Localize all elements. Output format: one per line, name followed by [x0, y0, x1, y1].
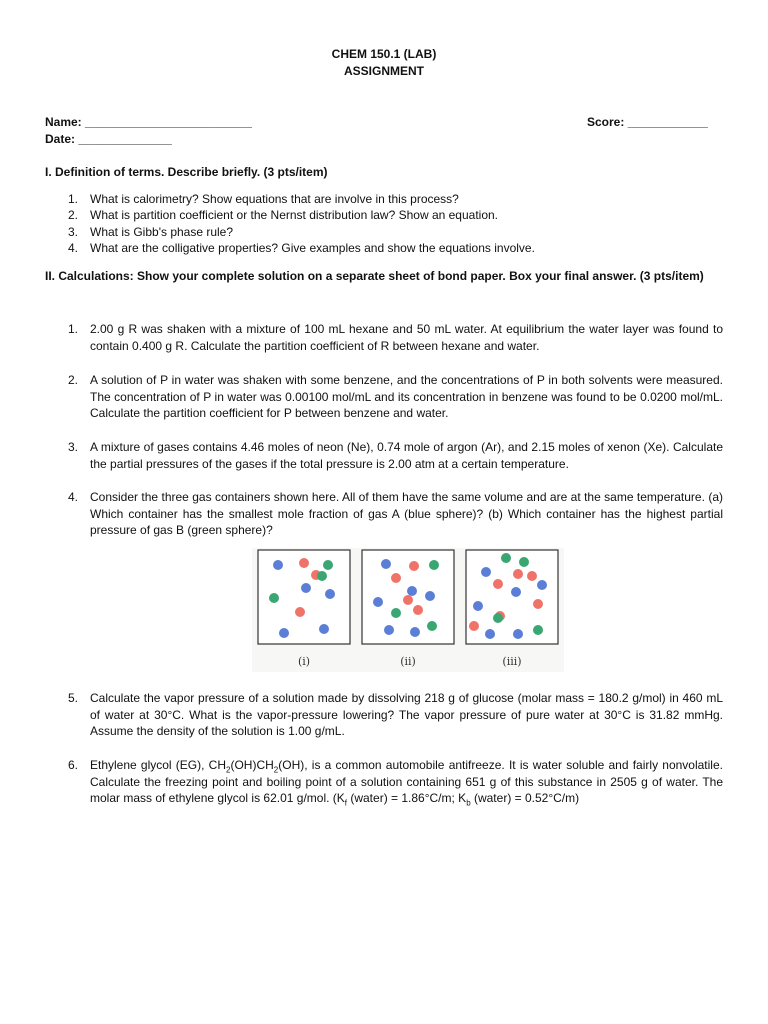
blue-sphere: [481, 567, 491, 577]
green-sphere: [269, 593, 279, 603]
red-sphere: [409, 561, 419, 571]
list-item: 4. What are the colligative properties? Give examples and show the equations involve.: [68, 240, 535, 255]
green-sphere: [427, 621, 437, 631]
calc-item-1: 1. 2.00 g R was shaken with a mixture of 100 mL hexane and 50 mL water. At equilibrium the water layer was found to contain 0.400 g R. Calculate the partition coefficient of R between hexane and water.: [68, 322, 723, 353]
list-item: 1. What is calorimetry? Show equations that are involve in this process?: [68, 192, 459, 206]
red-sphere: [299, 558, 309, 568]
green-sphere: [391, 608, 401, 618]
container-label-iii: (iii): [502, 655, 522, 668]
blue-sphere: [407, 586, 417, 596]
red-sphere: [533, 599, 543, 609]
green-sphere: [493, 613, 503, 623]
list-item: 2. What is partition coefficient or the Nernst distribution law? Show an equation.: [68, 208, 498, 223]
score-label: Score:: [587, 115, 625, 129]
red-sphere: [493, 579, 503, 589]
section2-heading: II. Calculations: Show your complete solution on a separate sheet of bond paper. Box your final answer. (3 pts/item): [45, 269, 704, 283]
blue-sphere: [511, 587, 521, 597]
gas-containers-figure: [252, 548, 564, 672]
green-sphere: [317, 571, 327, 581]
container-label-i: (i): [297, 655, 311, 668]
blue-sphere: [410, 627, 420, 637]
name-blank: _________________________: [85, 115, 252, 129]
course-title: CHEM 150.1 (LAB): [331, 47, 437, 61]
red-sphere: [513, 569, 523, 579]
score-blank: ____________: [627, 115, 708, 129]
blue-sphere: [273, 560, 283, 570]
calc-item-2: 2. A solution of P in water was shaken with some benzene, and the concentrations of P in both solvents were measured. The concentration of P in water was 0.00100 mol/mL and its concentration in benzene was found to be 0.0200 mol/mL. Calculate the partition coefficient for P between benzene and water.: [68, 373, 723, 421]
blue-sphere: [373, 597, 383, 607]
red-sphere: [413, 605, 423, 615]
red-sphere: [527, 571, 537, 581]
name-field: [45, 114, 252, 130]
blue-sphere: [425, 591, 435, 601]
blue-sphere: [301, 583, 311, 593]
blue-sphere: [384, 625, 394, 635]
calc-item-6: 6. Ethylene glycol (EG), $CH_2(OH)CH_2(OH)$, is a common automobile antifreeze. It is water soluble and fairly nonvolatile. Calculate the freezing point and boiling point of a solution containing 651 g of this substance in 2505 g of water. The molar mass of ethylene glycol is 62.01 g/mol. ($K_f$ (water) = 1.86°C/m; $K_b$ (water) = 0.52°C/m): [68, 758, 723, 808]
container-label-ii: (ii): [400, 655, 416, 668]
blue-sphere: [325, 589, 335, 599]
green-sphere: [519, 557, 529, 567]
container-3-box: [466, 550, 558, 644]
date-blank: ______________: [78, 132, 172, 146]
green-sphere: [501, 553, 511, 563]
green-sphere: [429, 560, 439, 570]
green-sphere: [533, 625, 543, 635]
score-field: [587, 114, 708, 130]
calc-item-5: 5. Calculate the vapor pressure of a solution made by dissolving 218 g of glucose (molar mass = 180.2 g/mol) in 460 mL of water at 30°C. What is the vapor-pressure lowering? The vapor pressure of pure water at 30°C is 31.82 mmHg. Assume the density of the solution is 1.00 g/mL.: [68, 691, 723, 739]
definition-list: [68, 191, 535, 256]
red-sphere: [469, 621, 479, 631]
green-sphere: [323, 560, 333, 570]
red-sphere: [391, 573, 401, 583]
assignment-title: ASSIGNMENT: [343, 64, 424, 78]
calc-item-3: 3. A mixture of gases contains 4.46 moles of neon (Ne), 0.74 mole of argon (Ar), and 2.15 moles of xenon (Xe). Calculate the partial pressures of the gases if the total pressure is 2.00 atm at a certain temperature.: [68, 440, 723, 471]
blue-sphere: [473, 601, 483, 611]
list-item: 3. What is Gibb's phase rule?: [68, 224, 234, 239]
red-sphere: [295, 607, 305, 617]
blue-sphere: [319, 624, 329, 634]
blue-sphere: [537, 580, 547, 590]
blue-sphere: [381, 559, 391, 569]
name-label: Name:: [45, 115, 82, 129]
blue-sphere: [279, 628, 289, 638]
red-sphere: [403, 595, 413, 605]
blue-sphere: [513, 629, 523, 639]
date-field: [45, 131, 172, 147]
date-label: Date:: [45, 132, 76, 146]
calc-item-4: 4. Consider the three gas containers shown here. All of them have the same volume and are at the same temperature. (a) Which container has the smallest mole fraction of gas A (blue sphere)? (b) Which container has the highest partial pressure of gas B (green sphere)?: [68, 490, 723, 538]
section1-heading: I. Definition of terms. Describe briefly. (3 pts/item): [45, 165, 328, 179]
blue-sphere: [485, 629, 495, 639]
